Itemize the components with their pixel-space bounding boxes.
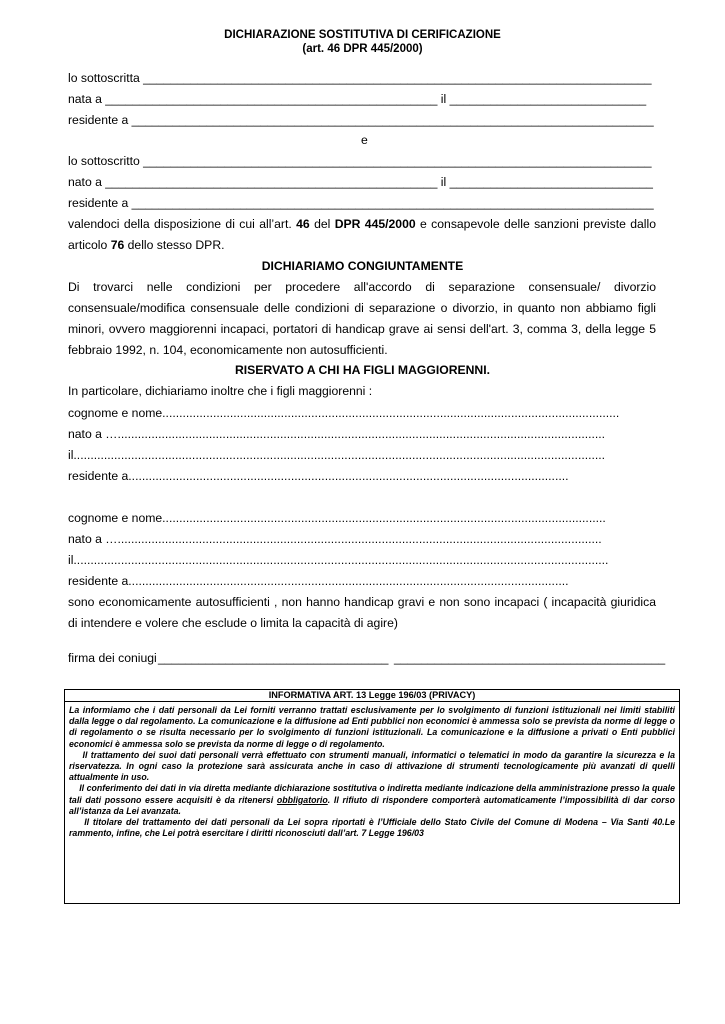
declarant2-birth-line: nato a _________________________________________________ il ______________________________ bbox=[68, 175, 653, 189]
child1-birthdate-field: il............................................................................................................................................................. bbox=[68, 448, 606, 462]
document-title: DICHIARAZIONE SOSTITUTIVA DI CERIFICAZIONE bbox=[224, 29, 501, 41]
joint-declaration-line: Di trovarci nelle condizioni per procedere all'accordo di separazione consensuale/ divorzio bbox=[68, 280, 656, 294]
signature-label: firma dei coniugi bbox=[68, 651, 157, 665]
conjunction: e bbox=[361, 133, 368, 147]
declaration-line-1: valendoci della disposizione di cui all’art. 46 del DPR 445/2000 e consapevole delle sanzioni previste dallo bbox=[68, 217, 656, 231]
section-heading-joint-declaration: DICHIARIAMO CONGIUNTAMENTE bbox=[261, 259, 464, 273]
signature-line-spouse1: __________________________________ bbox=[158, 651, 389, 665]
privacy-notice-box bbox=[64, 689, 680, 904]
privacy-paragraph: Il conferimento dei dati in via diretta mediante dichiarazione sostitutiva o indiretta mediante indicazione della amministrazione presso la quale tali dati possono essere acquisiti è da ritenersi obbligatorio. Il rifiuto di rispondere comporterà automaticamente l’impossibilità di dar corso all’istanza da Lei avanzata. bbox=[69, 783, 676, 816]
adult-children-intro: In particolare, dichiariamo inoltre che i figli maggiorenni : bbox=[68, 384, 373, 398]
declaration-line-2: articolo 76 dello stesso DPR. bbox=[68, 238, 225, 252]
declarant1-birth-line: nata a _________________________________________________ il _____________________________ bbox=[68, 92, 647, 106]
child2-residence-field: residente a.................................................................................................................................. bbox=[68, 574, 569, 588]
child2-birthdate-field: il.............................................................................................................................................................. bbox=[68, 553, 609, 567]
privacy-paragraph: La informiamo che i dati personali da Lei forniti verranno trattati esclusivamente per lo svolgimento di funzioni istituzionali nei limiti stabiliti dalla legge o dal regolamento. La comunicazione e la diffusione ad Enti pubblici non economici è ammessa solo se prevista da norme di legge o di regolamento o se risulta necessario per lo svolgimento di funzioni istituzionali. La comunicazione e la diffusione a privati o Enti pubblici economici è ammessa solo se prevista da norme di legge o di regolamento. bbox=[69, 705, 675, 749]
joint-declaration-line: febbraio 1992, n. 104, economicamente non autosufficienti. bbox=[68, 343, 388, 357]
declarant1-residence-line: residente a _____________________________________________________________________________ bbox=[68, 113, 654, 127]
child2-birthplace-field: nato a …............................................................................................................................................... bbox=[68, 532, 602, 546]
declarant2-name-line: lo sottoscritto ___________________________________________________________________________ bbox=[68, 154, 652, 168]
joint-declaration-line: minori, ovvero maggiorenni incapaci, portatori di handicap grave ai sensi dell'art. 3, comma 3, della legge 5 bbox=[68, 322, 656, 336]
declarant1-name-line: lo sottoscritta ___________________________________________________________________________ bbox=[68, 71, 652, 85]
section-heading-adult-children: RISERVATO A CHI HA FIGLI MAGGIORENNI. bbox=[234, 363, 491, 377]
child1-birthplace-field: nato a …................................................................................................................................................ bbox=[68, 427, 606, 441]
signature-line-spouse2: ________________________________________ bbox=[394, 651, 666, 665]
self-sufficiency-statement: sono economicamente autosufficienti , non hanno handicap gravi e non sono incapaci ( incapacità giuridica bbox=[68, 595, 656, 609]
joint-declaration-line: consensuale/modifica consensuale delle condizioni di separazione o divorzio, in quanto non abbiamo figli bbox=[68, 301, 656, 315]
privacy-paragraph: Il titolare del trattamento dei dati personali da Lei sopra riportati è l’Ufficiale dello Stato Civile del Comune di Modena – Via Santi 40.Le rammento, infine, che Lei potrà esercitare i diritti riconosciuti dall’art. 7 Legge 196/03 bbox=[69, 817, 675, 839]
privacy-notice-title: INFORMATIVA ART. 13 Legge 196/03 (PRIVACY) bbox=[65, 690, 679, 702]
declarant2-residence-line: residente a _____________________________________________________________________________ bbox=[68, 196, 654, 210]
child1-surname-field: cognome e nome....................................................................................................................................... bbox=[68, 406, 620, 420]
self-sufficiency-statement-cont: di intendere e volere che esclude o limita la capacità di agire) bbox=[68, 616, 398, 630]
document-subtitle: (art. 46 DPR 445/2000) bbox=[302, 43, 423, 55]
child1-residence-field: residente a.................................................................................................................................. bbox=[68, 469, 569, 483]
privacy-paragraph: Il trattamento dei suoi dati personali verrà effettuato con strumenti manuali, informatici o telematici in modo da garantire la sicurezza e la riservatezza. In ogni caso la protezione sarà assicurata anche in caso di attivazione di strumenti tecnologicamente più avanzati di quelli attualmente in uso. bbox=[69, 749, 675, 783]
child2-surname-field: cognome e nome................................................................................................................................... bbox=[68, 511, 606, 525]
